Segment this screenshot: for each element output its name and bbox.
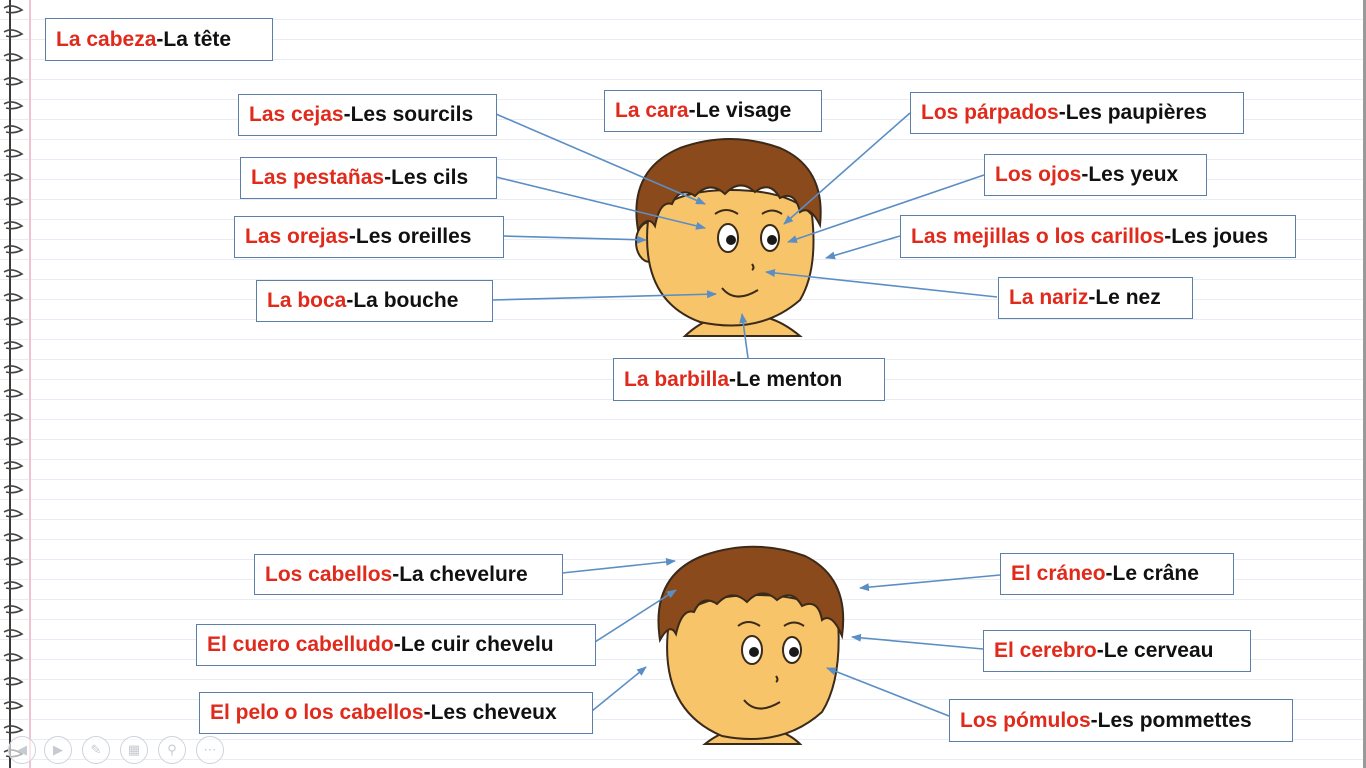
french-term: Le cuir chevelu bbox=[400, 633, 554, 656]
slides-button[interactable] bbox=[120, 736, 148, 764]
slides-icon: ▦ bbox=[127, 742, 141, 757]
title-label bbox=[45, 18, 273, 61]
separator: - bbox=[1096, 639, 1104, 662]
arrow-barbilla bbox=[742, 314, 748, 358]
more-options-button[interactable] bbox=[196, 736, 224, 764]
spanish-term: La nariz bbox=[1009, 286, 1089, 309]
spanish-term: La boca bbox=[267, 289, 347, 312]
spanish-term: Las cejas bbox=[249, 103, 344, 126]
label-pelo bbox=[199, 692, 593, 734]
separator: - bbox=[1088, 286, 1096, 309]
french-term: Les oreilles bbox=[355, 225, 472, 248]
title-french: La tête bbox=[163, 27, 232, 51]
separator: - bbox=[1081, 163, 1089, 186]
arrow-craneo bbox=[860, 575, 1000, 588]
arrow-orejas bbox=[503, 236, 646, 240]
spanish-term: Las orejas bbox=[245, 225, 349, 248]
arrow-cabellos bbox=[562, 561, 675, 573]
prev-slide-button[interactable] bbox=[8, 736, 36, 764]
label-cabellos bbox=[254, 554, 563, 595]
spanish-term: Los cabellos bbox=[265, 562, 393, 586]
french-term: Les cils bbox=[391, 166, 469, 189]
separator: - bbox=[423, 701, 431, 724]
french-term: Les pommettes bbox=[1097, 708, 1252, 732]
label-nariz bbox=[998, 277, 1193, 319]
pen-icon: ✎ bbox=[90, 742, 102, 757]
french-term: La bouche bbox=[353, 289, 459, 312]
french-term: Les yeux bbox=[1088, 163, 1179, 186]
french-term: Le crâne bbox=[1112, 562, 1199, 585]
separator: - bbox=[1058, 101, 1066, 124]
label-pomulos bbox=[949, 699, 1293, 742]
spanish-term: Las mejillas o los carillos bbox=[911, 224, 1165, 248]
separator: - bbox=[393, 633, 401, 656]
french-term: Le menton bbox=[736, 367, 843, 391]
separator: - bbox=[729, 367, 737, 391]
arrow-pestanas bbox=[496, 177, 705, 228]
spanish-term: La cara bbox=[615, 99, 689, 122]
separator: - bbox=[156, 27, 164, 51]
label-cerebro bbox=[983, 630, 1251, 672]
label-cara bbox=[604, 90, 822, 132]
separator: - bbox=[343, 103, 351, 126]
next-icon: ▶ bbox=[53, 742, 63, 757]
french-term: Le cerveau bbox=[1103, 639, 1214, 662]
label-orejas bbox=[234, 216, 504, 258]
french-term: Les paupières bbox=[1065, 101, 1207, 124]
spanish-term: Los pómulos bbox=[960, 708, 1091, 732]
separator: - bbox=[688, 99, 696, 122]
french-term: La chevelure bbox=[399, 562, 528, 586]
label-cuero-cabelludo bbox=[196, 624, 596, 666]
label-boca bbox=[256, 280, 493, 322]
separator: - bbox=[384, 166, 392, 189]
zoom-button[interactable] bbox=[158, 736, 186, 764]
separator: - bbox=[1164, 224, 1172, 248]
french-term: Les cheveux bbox=[430, 701, 557, 724]
arrow-boca bbox=[492, 294, 716, 300]
separator: - bbox=[392, 562, 400, 586]
french-term: Les joues bbox=[1171, 224, 1269, 248]
arrow-pomulos bbox=[827, 668, 949, 716]
arrow-pelo bbox=[592, 667, 646, 711]
separator: - bbox=[348, 225, 356, 248]
spanish-term: El pelo o los cabellos bbox=[210, 701, 424, 724]
more-icon: ⋯ bbox=[203, 742, 217, 757]
separator: - bbox=[1090, 708, 1098, 732]
label-cejas bbox=[238, 94, 497, 136]
pen-button[interactable] bbox=[82, 736, 110, 764]
spanish-term: La barbilla bbox=[624, 367, 730, 391]
spanish-term: El cuero cabelludo bbox=[207, 633, 394, 656]
spanish-term: El cráneo bbox=[1011, 562, 1106, 585]
french-term: Le visage bbox=[695, 99, 792, 122]
arrow-nariz bbox=[766, 272, 997, 297]
french-term: Le nez bbox=[1095, 286, 1161, 309]
spanish-term: El cerebro bbox=[994, 639, 1097, 662]
spanish-term: Las pestañas bbox=[251, 166, 385, 189]
french-term: Les sourcils bbox=[350, 103, 474, 126]
zoom-icon: ⚲ bbox=[167, 742, 177, 757]
arrow-mejillas bbox=[826, 236, 900, 258]
next-slide-button[interactable] bbox=[44, 736, 72, 764]
prev-icon: ◀ bbox=[17, 742, 27, 757]
label-mejillas bbox=[900, 215, 1296, 258]
spanish-term: Los párpados bbox=[921, 101, 1059, 124]
arrow-cerebro bbox=[852, 637, 983, 649]
separator: - bbox=[1105, 562, 1113, 585]
label-parpados bbox=[910, 92, 1244, 134]
separator: - bbox=[346, 289, 354, 312]
spanish-term: Los ojos bbox=[995, 163, 1082, 186]
label-ojos bbox=[984, 154, 1207, 196]
title-spanish: La cabeza bbox=[56, 27, 157, 51]
label-barbilla bbox=[613, 358, 885, 401]
label-pestanas bbox=[240, 157, 497, 199]
label-craneo bbox=[1000, 553, 1234, 595]
arrow-cuero bbox=[595, 590, 676, 642]
